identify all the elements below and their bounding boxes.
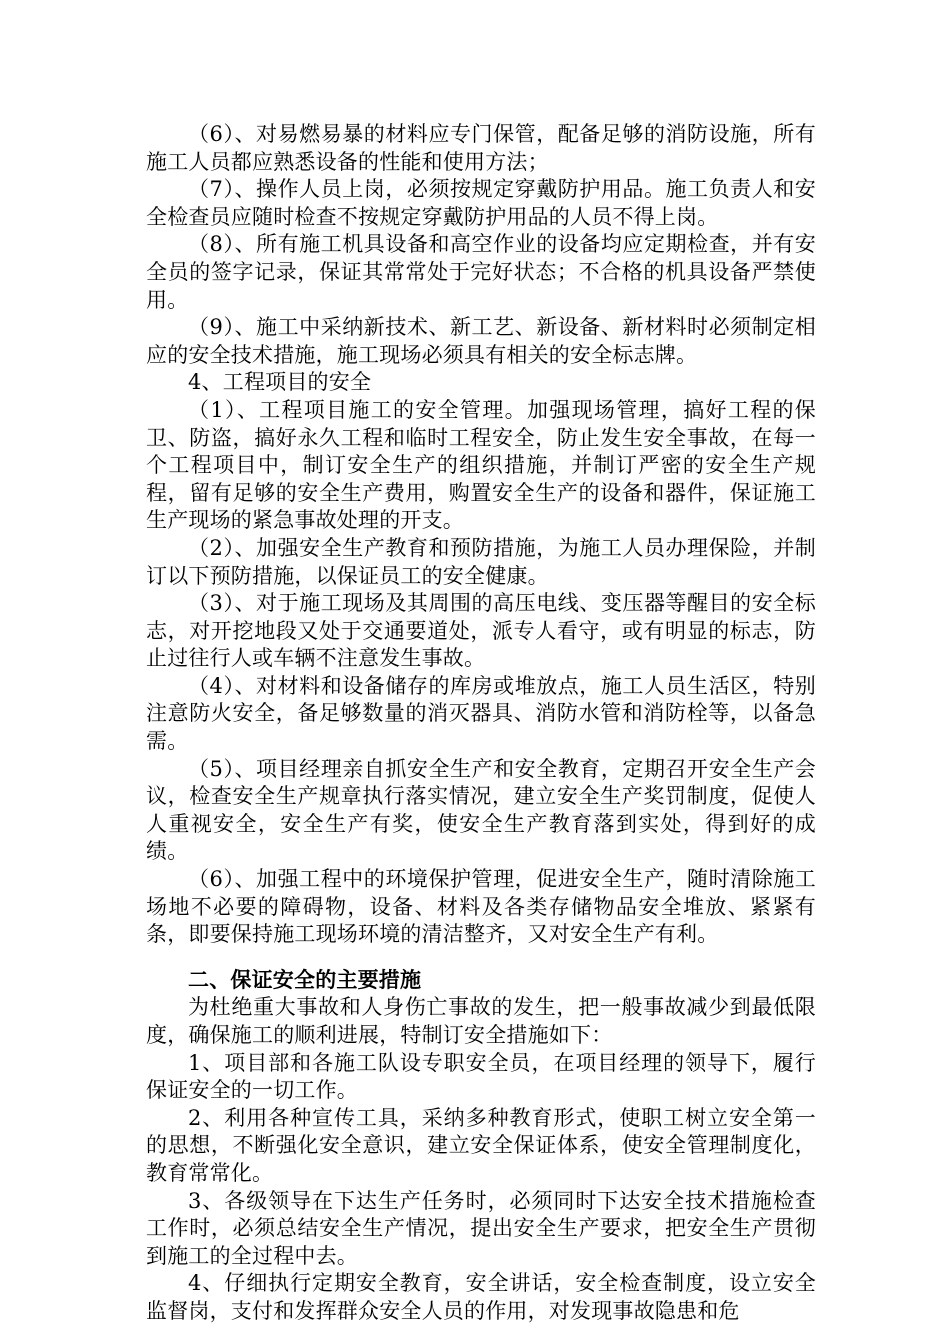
paragraph-item-8-equipment-inspection: （8）、所有施工机具设备和高空作业的设备均应定期检查，并有安全员的签字记录，保证其常常处于完好状态；不合格的机具设备严禁使用。: [146, 232, 816, 312]
paragraph-item-7-protective-gear: （7）、操作人员上岗，必须按规定穿戴防护用品。施工负责人和安全检查员应随时检查不按规定穿戴防护用品的人员不得上岗。: [146, 177, 816, 229]
paragraph-item-4-fire-safety: （4）、对材料和设备储存的库房或堆放点，施工人员生活区，特别注意防火安全，备足够数量的消灭器具、消防水管和消防栓等，以备急需。: [146, 673, 816, 754]
paragraph-item-3-warning-signs: （3）、对于施工现场及其周围的高压电线、变压器等醒目的安全标志，对开挖地段又处于交通要道处，派专人看守，或有明显的标志，防止过往行人或车辆不注意发生事故。: [146, 591, 816, 671]
paragraph-measure-3: 3、各级领导在下达生产任务时，必须同时下达安全技术措施检查工作时，必须总结安全生产情况，提出安全生产要求，把安全生产贯彻到施工的全过程中去。: [146, 1188, 816, 1268]
section-heading: 二、保证安全的主要措施: [188, 967, 422, 992]
paragraph-measure-4: 4、仔细执行定期安全教育，安全讲话，安全检查制度，设立安全监督岗，支付和发挥群众安全人员的作用，对发现事故隐患和危: [146, 1271, 816, 1323]
paragraph-item-2-education: （2）、加强安全生产教育和预防措施，为施工人员办理保险，并制订以下预防措施，以保证员工的安全健康。: [146, 535, 816, 588]
paragraph-measure-2: 2、利用各种宣传工具，采纳多种教育形式，使职工树立安全第一的思想，不断强化安全意识，建立安全保证体系，使安全管理制度化，教育常常化。: [146, 1105, 816, 1185]
document-page: [146, 121, 816, 1326]
paragraph-item-6-fire-storage: （6）、对易燃易暴的材料应专门保管，配备足够的消防设施，所有施工人员都应熟悉设备的性能和使用方法；: [146, 122, 816, 174]
paragraph-item-5-manager-duties: （5）、项目经理亲自抓安全生产和安全教育，定期召开安全生产会议，检查安全生产规章执行落实情况，建立安全生产奖罚制度，促使人人重视安全，安全生产有奖，使安全生产教育落到实处，得到好的成绩。: [146, 756, 816, 864]
paragraph-item-6-environment: （6）、加强工程中的环境保护管理，促进安全生产，随时清除施工场地不必要的障碍物，设备、材料及各类存储物品安全堆放、紧紧有条，即要保持施工现场环境的清洁整齐，又对安全生产有利。: [146, 867, 816, 947]
paragraph-measure-1: 1、项目部和各施工队设专职安全员，在项目经理的领导下，履行保证安全的一切工作。: [146, 1050, 816, 1103]
paragraph-item-1-safety-management: （1）、工程项目施工的安全管理。加强现场管理，搞好工程的保卫、防盗，搞好永久工程和临时工程安全，防止发生安全事故，在每一个工程项目中，制订安全生产的组织措施，并制订严密的安全生产规程，留有足够的安全生产费用，购置安全生产的设备和器件，保证施工生产现场的紧急事故处理的开支。: [146, 397, 816, 533]
paragraph-intro: 为杜绝重大事故和人身伤亡事故的发生，把一般事故减少到最低限度，确保施工的顺利进展，特制订安全措施如下：: [146, 995, 816, 1047]
subheading-project-safety: 4、工程项目的安全: [188, 370, 372, 395]
paragraph-item-9-new-technology: （9）、施工中采纳新技术、新工艺、新设备、新材料时必须制定相应的安全技术措施，施工现场必须具有相关的安全标志牌。: [146, 315, 816, 367]
